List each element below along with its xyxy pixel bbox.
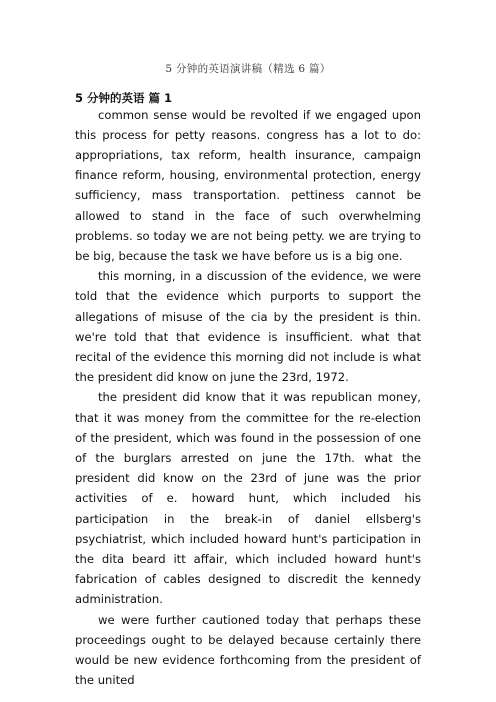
paragraph-2: this morning, in a discussion of the evidence, we were told that the evidence which purports to support the allegations of misuse of the cia by the president is thin. we're told that that evidence is insufficient. what that recital of the evidence this morning did not include is what the president did know on june the 23rd, 1972. bbox=[75, 269, 421, 385]
paragraph-1: common sense would be revolted if we engaged upon this process for petty reasons. congress has a lot to do: appropriations, tax reform, health insurance, campaign finance reform, housing, environmental protection, energy sufficiency, mass transportation. pettiness cannot be allowed to stand in the face of such overwhelming problems. so today we are not being petty. we are trying to be big, because the task we have before us is a big one. bbox=[75, 107, 421, 263]
speech-body bbox=[75, 105, 421, 691]
section-heading: 5 分钟的英语 篇 1 bbox=[75, 91, 173, 105]
paragraph-3: the president did know that it was republican money, that it was money from the committee for the re-election of the president, which was found in the possession of one of the burglars arrested on june the 17th. what the president did know on the 23rd of june was the prior activities of e. howard hunt, which included his participation in the break-in of daniel ellsberg's psychiatrist, which included howard hunt's participation in the dita beard itt affair, which included howard hunt's fabrication of cables designed to discredit the kennedy administration. bbox=[75, 390, 421, 607]
paragraph-4: we were further cautioned today that perhaps these proceedings ought to be delayed because certainly there would be new evidence forthcoming from the president of the united bbox=[75, 612, 421, 688]
document-title: 5 分钟的英语演讲稿（精选 6 篇） bbox=[165, 63, 331, 75]
